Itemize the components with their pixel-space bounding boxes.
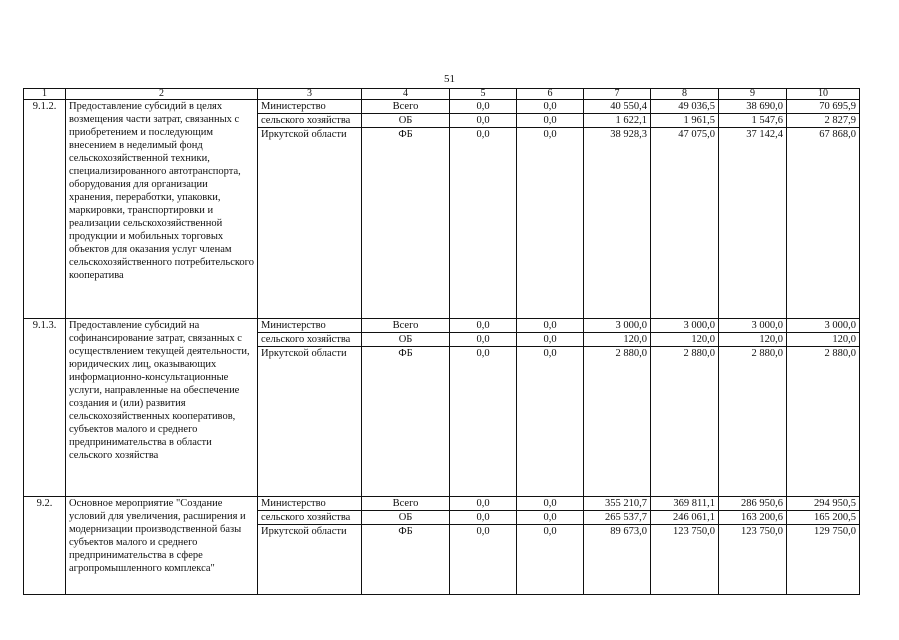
executor-line: Министерство — [258, 497, 362, 511]
funding-value: 2 880,0 — [719, 347, 787, 497]
funding-value: 0,0 — [450, 114, 517, 128]
activity-name — [66, 100, 258, 319]
funding-source: Всего — [362, 100, 450, 114]
funding-source: ОБ — [362, 114, 450, 128]
column-header: 2 — [66, 89, 258, 100]
funding-value: 3 000,0 — [651, 319, 719, 333]
funding-value: 3 000,0 — [787, 319, 860, 333]
activity-name — [66, 319, 258, 497]
funding-value: 70 695,9 — [787, 100, 860, 114]
executor-line: сельского хозяйства — [258, 333, 362, 347]
funding-value: 3 000,0 — [584, 319, 651, 333]
funding-value: 0,0 — [517, 319, 584, 333]
funding-value: 0,0 — [517, 128, 584, 319]
funding-value: 2 880,0 — [651, 347, 719, 497]
funding-value: 0,0 — [450, 128, 517, 319]
funding-value: 0,0 — [450, 511, 517, 525]
funding-value: 2 880,0 — [584, 347, 651, 497]
funding-value: 40 550,4 — [584, 100, 651, 114]
funding-value: 120,0 — [787, 333, 860, 347]
funding-source: ФБ — [362, 128, 450, 319]
funding-value: 0,0 — [517, 525, 584, 595]
funding-value: 120,0 — [584, 333, 651, 347]
activity-name-text: Основное мероприятие "Создание условий для увеличения, расширения и модернизации производственной базы субъектов малого и среднего предпринимательства в сфере агропромышленного комплекса" — [69, 498, 246, 574]
activity-code: 9.1.3. — [24, 319, 66, 497]
executor-line: Министерство — [258, 100, 362, 114]
column-header: 5 — [450, 89, 517, 100]
column-header: 9 — [719, 89, 787, 100]
funding-value: 165 200,5 — [787, 511, 860, 525]
activity-code: 9.2. — [24, 497, 66, 595]
executor-line: сельского хозяйства — [258, 511, 362, 525]
column-header: 4 — [362, 89, 450, 100]
funding-value: 0,0 — [450, 100, 517, 114]
funding-value: 0,0 — [450, 347, 517, 497]
funding-value: 265 537,7 — [584, 511, 651, 525]
funding-value: 38 690,0 — [719, 100, 787, 114]
executor-line: Иркутской области — [258, 525, 362, 595]
table-row — [24, 497, 860, 511]
funding-value: 0,0 — [450, 333, 517, 347]
funding-value: 0,0 — [517, 333, 584, 347]
funding-value: 2 827,9 — [787, 114, 860, 128]
column-header: 6 — [517, 89, 584, 100]
funding-value: 38 928,3 — [584, 128, 651, 319]
funding-source: ОБ — [362, 333, 450, 347]
column-header: 7 — [584, 89, 651, 100]
column-header: 8 — [651, 89, 719, 100]
funding-value: 67 868,0 — [787, 128, 860, 319]
funding-value: 163 200,6 — [719, 511, 787, 525]
funding-source: ФБ — [362, 525, 450, 595]
funding-value: 0,0 — [517, 347, 584, 497]
activity-name-text: Предоставление субсидий на софинансирование затрат, связанных с осуществлением текущей деятельности, юридических лиц, оказывающих информационно-консультационные услуги, направленные на обеспечение создания и (или) развития сельскохозяйственных кооперативов, субъектов малого и среднего предпринимательства в области сельского хозяйства — [69, 320, 250, 461]
funding-value: 0,0 — [450, 319, 517, 333]
funding-source: Всего — [362, 497, 450, 511]
page-number: 51 — [444, 73, 455, 85]
funding-value: 0,0 — [517, 497, 584, 511]
funding-value: 2 880,0 — [787, 347, 860, 497]
funding-value: 0,0 — [450, 525, 517, 595]
funding-value: 369 811,1 — [651, 497, 719, 511]
funding-value: 120,0 — [651, 333, 719, 347]
table-row — [24, 319, 860, 333]
column-header: 3 — [258, 89, 362, 100]
funding-value: 47 075,0 — [651, 128, 719, 319]
table-row — [24, 100, 860, 114]
funding-value: 1 961,5 — [651, 114, 719, 128]
funding-value: 123 750,0 — [719, 525, 787, 595]
funding-source: ФБ — [362, 347, 450, 497]
executor-line: сельского хозяйства — [258, 114, 362, 128]
funding-value: 1 547,6 — [719, 114, 787, 128]
funding-value: 294 950,5 — [787, 497, 860, 511]
column-header: 1 — [24, 89, 66, 100]
funding-value: 49 036,5 — [651, 100, 719, 114]
executor-line: Министерство — [258, 319, 362, 333]
funding-value: 355 210,7 — [584, 497, 651, 511]
funding-value: 0,0 — [517, 114, 584, 128]
funding-value: 0,0 — [517, 100, 584, 114]
executor-line: Иркутской области — [258, 347, 362, 497]
executor-line: Иркутской области — [258, 128, 362, 319]
funding-value: 1 622,1 — [584, 114, 651, 128]
funding-value: 120,0 — [719, 333, 787, 347]
funding-value: 0,0 — [450, 497, 517, 511]
funding-value: 129 750,0 — [787, 525, 860, 595]
funding-source: Всего — [362, 319, 450, 333]
budget-table — [23, 88, 860, 595]
funding-value: 0,0 — [517, 511, 584, 525]
funding-value: 37 142,4 — [719, 128, 787, 319]
funding-value: 123 750,0 — [651, 525, 719, 595]
activity-name-text: Предоставление субсидий в целях возмещения части затрат, связанных с приобретением и последующим внесением в неделимый фонд сельскохозяйственной техники, специализированного автотранспорта, оборудования для организации хранения, переработки, упаковки, маркировки, транспортировки и реализации сельскохозяйственной продукции и мобильных торговых объектов для оказания услуг членам сельскохозяйственного потребительского кооператива — [69, 101, 254, 281]
column-number-row — [24, 89, 860, 100]
funding-source: ОБ — [362, 511, 450, 525]
activity-name — [66, 497, 258, 595]
funding-value: 286 950,6 — [719, 497, 787, 511]
activity-code: 9.1.2. — [24, 100, 66, 319]
column-header: 10 — [787, 89, 860, 100]
funding-value: 3 000,0 — [719, 319, 787, 333]
funding-value: 89 673,0 — [584, 525, 651, 595]
funding-value: 246 061,1 — [651, 511, 719, 525]
